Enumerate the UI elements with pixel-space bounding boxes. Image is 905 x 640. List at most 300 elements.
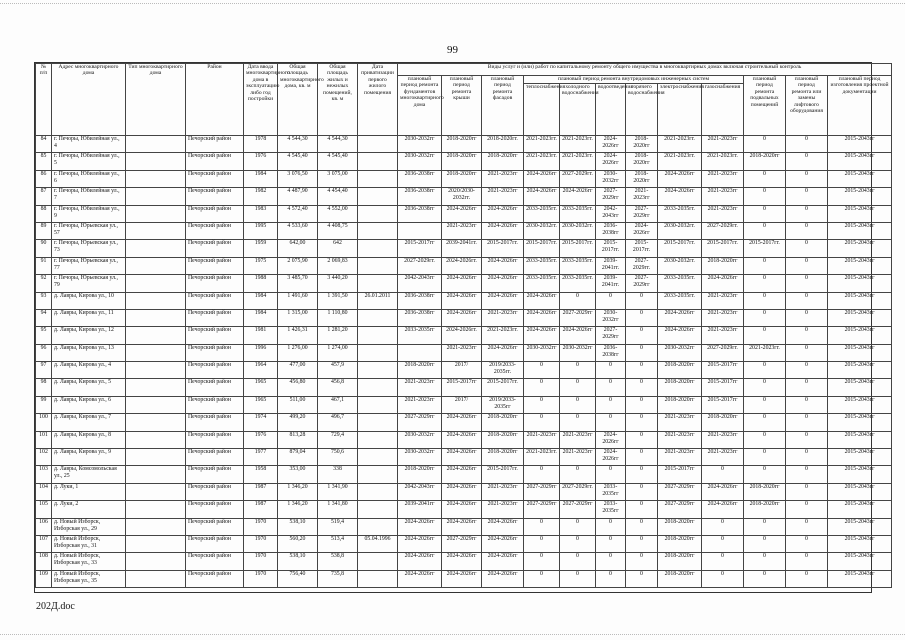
total-area-cell: 511,00 xyxy=(278,396,318,413)
elevator-period-cell: 0 xyxy=(786,344,828,361)
facade-period-cell: 2024-2026гг xyxy=(482,222,524,239)
elevator-period-cell: 0 xyxy=(786,501,828,518)
sewer-period-cell: 0 xyxy=(596,292,626,309)
heating-period-cell: 2021-2023гг. xyxy=(524,153,560,170)
table-row xyxy=(36,570,892,587)
address-cell: г. Печоры, Юбилейная ул., 6 xyxy=(52,170,126,187)
scan-noise-bottom xyxy=(0,634,905,636)
house-type-cell xyxy=(126,205,186,222)
foundation-period-cell: 2030-2032гг xyxy=(398,431,442,448)
facade-period-cell: 2024-2026гг xyxy=(482,275,524,292)
design-docs-period-cell: 2015-2043гг xyxy=(828,275,892,292)
gas-period-cell: 2024-2026гг xyxy=(702,275,744,292)
sewer-period-cell: 0 xyxy=(596,414,626,431)
privatization-date-cell xyxy=(358,501,398,518)
table-row xyxy=(36,170,892,187)
design-docs-period-cell: 2015-2043гг xyxy=(828,222,892,239)
cold-water-period-cell: 0 xyxy=(560,414,596,431)
table-row xyxy=(36,396,892,413)
hot-water-period-cell: 0 xyxy=(626,553,658,570)
foundation-period-cell: 2036-2038гг xyxy=(398,205,442,222)
privatization-date-cell xyxy=(358,188,398,205)
table-row xyxy=(36,518,892,535)
roof-period-cell: 2024-2026гг xyxy=(442,553,482,570)
gas-period-cell: 2015-2017гг xyxy=(702,396,744,413)
district-cell: Печорский район xyxy=(186,240,244,257)
address-cell: д. Лавры, Кирова ул., 10 xyxy=(52,292,126,309)
facade-period-cell: 2021-2023гг xyxy=(482,309,524,326)
elevator-period-cell: 0 xyxy=(786,292,828,309)
heating-period-cell: 2033-2035гг. xyxy=(524,205,560,222)
col-district: Район xyxy=(186,64,244,136)
foundation-period-cell: 2030-2032гг xyxy=(398,153,442,170)
table-row xyxy=(36,501,892,518)
living-area-cell: 1 391,50 xyxy=(318,292,358,309)
table-row xyxy=(36,449,892,466)
row-number: 86 xyxy=(36,170,52,187)
design-docs-period-cell: 2015-2043гг xyxy=(828,414,892,431)
house-type-cell xyxy=(126,396,186,413)
row-number: 91 xyxy=(36,257,52,274)
heating-period-cell: 2024-2026гг xyxy=(524,170,560,187)
sewer-period-cell: 2030-2032гг xyxy=(596,309,626,326)
row-number: 100 xyxy=(36,414,52,431)
gas-period-cell: 2021-2023гг xyxy=(702,431,744,448)
row-number: 105 xyxy=(36,501,52,518)
heating-period-cell: 0 xyxy=(524,570,560,587)
col-group-systems: плановый период ремонта внутридомовых инженерных систем xyxy=(524,76,744,84)
living-area-cell: 642 xyxy=(318,240,358,257)
electric-period-cell: 2021-2023гг. xyxy=(658,153,702,170)
sewer-period-cell: 2039-2041гг. xyxy=(596,275,626,292)
row-number: 108 xyxy=(36,553,52,570)
sewer-period-cell: 2033-2035гг xyxy=(596,501,626,518)
sewer-period-cell: 2024-2026гг xyxy=(596,136,626,153)
facade-period-cell: 2021-2023гг xyxy=(482,170,524,187)
foundation-period-cell: 2030-2032гг xyxy=(398,136,442,153)
year-built-cell: 1983 xyxy=(244,205,278,222)
house-type-cell xyxy=(126,362,186,379)
design-docs-period-cell: 2015-2043гг xyxy=(828,188,892,205)
privatization-date-cell xyxy=(358,553,398,570)
col-facade: плановый период ремонта фасадов xyxy=(482,76,524,136)
sewer-period-cell: 2024-2026гг xyxy=(596,153,626,170)
roof-period-cell: 2024-2026гг. xyxy=(442,327,482,344)
electric-period-cell: 2027-2029гг xyxy=(658,501,702,518)
table-row xyxy=(36,205,892,222)
table-row xyxy=(36,222,892,239)
privatization-date-cell xyxy=(358,362,398,379)
basement-period-cell: 0 xyxy=(744,188,786,205)
district-cell: Печорский район xyxy=(186,188,244,205)
elevator-period-cell: 0 xyxy=(786,518,828,535)
year-built-cell: 1959 xyxy=(244,240,278,257)
design-docs-period-cell: 2015-2043гг xyxy=(828,309,892,326)
electric-period-cell: 2024-2026гг xyxy=(658,327,702,344)
hot-water-period-cell: 2021-2023гг xyxy=(626,188,658,205)
foundation-period-cell: 2027-2029гг xyxy=(398,414,442,431)
year-built-cell: 1988 xyxy=(244,275,278,292)
house-type-cell xyxy=(126,136,186,153)
table-row xyxy=(36,344,892,361)
house-type-cell xyxy=(126,188,186,205)
cold-water-period-cell: 2027-2029гг xyxy=(560,309,596,326)
cold-water-period-cell: 2033-2035гг. xyxy=(560,205,596,222)
facade-period-cell: 2021-2023гг. xyxy=(482,327,524,344)
address-cell: г. Печоры, Юрьевская ул., 77 xyxy=(52,257,126,274)
facade-period-cell: 2015-2017гг. xyxy=(482,379,524,396)
total-area-cell: 756,40 xyxy=(278,570,318,587)
cold-water-period-cell: 2027-2029гг. xyxy=(560,483,596,500)
cold-water-period-cell: 2030-2032гг xyxy=(560,344,596,361)
total-area-cell: 4 533,60 xyxy=(278,222,318,239)
heating-period-cell: 2021-2023гг. xyxy=(524,136,560,153)
facade-period-cell: 2024-2026гг xyxy=(482,553,524,570)
gas-period-cell: 2018-2020гг xyxy=(702,414,744,431)
year-built-cell: 1978 xyxy=(244,136,278,153)
year-built-cell: 1984 xyxy=(244,170,278,187)
cold-water-period-cell: 0 xyxy=(560,535,596,552)
table-row xyxy=(36,483,892,500)
basement-period-cell: 0 xyxy=(744,379,786,396)
row-number: 88 xyxy=(36,205,52,222)
elevator-period-cell: 0 xyxy=(786,136,828,153)
total-area-cell: 642,00 xyxy=(278,240,318,257)
table-row xyxy=(36,362,892,379)
facade-period-cell: 2018-2020гг xyxy=(482,449,524,466)
elevator-period-cell: 0 xyxy=(786,362,828,379)
house-type-cell xyxy=(126,501,186,518)
gas-period-cell: 2024-2026гг xyxy=(702,501,744,518)
basement-period-cell: 2018-2020гг xyxy=(744,153,786,170)
address-cell: д. Новый Изборск, Изборская ул., 35 xyxy=(52,570,126,587)
basement-period-cell: 0 xyxy=(744,362,786,379)
roof-period-cell: 2024-2026гг xyxy=(442,483,482,500)
privatization-date-cell xyxy=(358,379,398,396)
sewer-period-cell: 2027-2029гг xyxy=(596,327,626,344)
elevator-period-cell: 0 xyxy=(786,396,828,413)
col-hot-water: горячего водоснабжения xyxy=(626,84,658,136)
heating-period-cell: 2024-2026гг xyxy=(524,327,560,344)
privatization-date-cell xyxy=(358,205,398,222)
living-area-cell: 735,8 xyxy=(318,570,358,587)
gas-period-cell: 2021-2023гг xyxy=(702,205,744,222)
hot-water-period-cell: 2024-2026гг xyxy=(626,222,658,239)
electric-period-cell: 2030-2032гг. xyxy=(658,222,702,239)
privatization-date-cell xyxy=(358,170,398,187)
house-type-cell xyxy=(126,379,186,396)
electric-period-cell: 2030-2032гг xyxy=(658,344,702,361)
address-cell: г. Печоры, Юрьевская ул., 79 xyxy=(52,275,126,292)
foundation-period-cell: 2036-2038гг xyxy=(398,309,442,326)
basement-period-cell: 0 xyxy=(744,414,786,431)
privatization-date-cell xyxy=(358,153,398,170)
electric-period-cell: 2027-2029гг xyxy=(658,483,702,500)
heating-period-cell: 2015-2017гг. xyxy=(524,240,560,257)
address-cell: д. Луки, 1 xyxy=(52,483,126,500)
privatization-date-cell xyxy=(358,240,398,257)
address-cell: д. Лавры, Кирова ул., 6 xyxy=(52,396,126,413)
privatization-date-cell: 26.01.2011 xyxy=(358,292,398,309)
cold-water-period-cell: 0 xyxy=(560,518,596,535)
total-area-cell: 3 076,50 xyxy=(278,170,318,187)
sewer-period-cell: 2033-2035гг xyxy=(596,483,626,500)
elevator-period-cell: 0 xyxy=(786,535,828,552)
design-docs-period-cell: 2015-2043гг xyxy=(828,501,892,518)
district-cell: Печорский район xyxy=(186,170,244,187)
district-cell: Печорский район xyxy=(186,344,244,361)
gas-period-cell: 2021-2023гг xyxy=(702,170,744,187)
house-type-cell xyxy=(126,170,186,187)
electric-period-cell: 2018-2020гг xyxy=(658,553,702,570)
total-area-cell: 879,04 xyxy=(278,449,318,466)
roof-period-cell: 2024-2026гг xyxy=(442,431,482,448)
col-heating: теплоснабжения xyxy=(524,84,560,136)
district-cell: Печорский район xyxy=(186,501,244,518)
roof-period-cell: 2020/2030-2032гг. xyxy=(442,188,482,205)
row-number: 84 xyxy=(36,136,52,153)
foundation-period-cell: 2021-2023гг xyxy=(398,379,442,396)
table-row xyxy=(36,136,892,153)
district-cell: Печорский район xyxy=(186,483,244,500)
heating-period-cell: 2027-2029гг xyxy=(524,501,560,518)
scan-noise-top xyxy=(0,3,905,5)
address-cell: д. Лавры, Комсомольская ул., 25 xyxy=(52,466,126,483)
heating-period-cell: 2030-2032гг xyxy=(524,344,560,361)
basement-period-cell: 0 xyxy=(744,518,786,535)
house-type-cell xyxy=(126,518,186,535)
house-type-cell xyxy=(126,466,186,483)
elevator-period-cell: 0 xyxy=(786,431,828,448)
sewer-period-cell: 0 xyxy=(596,466,626,483)
table-row xyxy=(36,414,892,431)
cold-water-period-cell: 0 xyxy=(560,396,596,413)
house-type-cell xyxy=(126,327,186,344)
year-built-cell: 1977 xyxy=(244,449,278,466)
foundation-period-cell: 2015-2017гг xyxy=(398,240,442,257)
total-area-cell: 560,20 xyxy=(278,535,318,552)
year-built-cell: 1996 xyxy=(244,344,278,361)
roof-period-cell: 2039-2041гг. xyxy=(442,240,482,257)
col-privatization-date: Дата приватизации первого жилого помещения xyxy=(358,64,398,136)
district-cell: Печорский район xyxy=(186,309,244,326)
gas-period-cell: 0 xyxy=(702,553,744,570)
house-type-cell xyxy=(126,275,186,292)
house-type-cell xyxy=(126,431,186,448)
design-docs-period-cell: 2015-2043гг xyxy=(828,362,892,379)
elevator-period-cell: 0 xyxy=(786,222,828,239)
address-cell: д. Лавры, Кирова ул., 7 xyxy=(52,414,126,431)
address-cell: д. Лавры, Кирова ул., 13 xyxy=(52,344,126,361)
house-type-cell xyxy=(126,344,186,361)
living-area-cell: 1 274,00 xyxy=(318,344,358,361)
house-type-cell xyxy=(126,240,186,257)
privatization-date-cell: 05.04.1996 xyxy=(358,535,398,552)
sewer-period-cell: 2024-2026гг xyxy=(596,449,626,466)
sewer-period-cell: 0 xyxy=(596,553,626,570)
gas-period-cell: 2021-2023гг xyxy=(702,449,744,466)
total-area-cell: 4 487,90 xyxy=(278,188,318,205)
electric-period-cell: 2018-2020гг xyxy=(658,362,702,379)
house-type-cell xyxy=(126,553,186,570)
col-sewer: водоотведения xyxy=(596,84,626,136)
facade-period-cell: 2021-2023гг xyxy=(482,188,524,205)
privatization-date-cell xyxy=(358,275,398,292)
address-cell: д. Новый Изборск, Изборская ул., 31 xyxy=(52,535,126,552)
gas-period-cell: 2021-2023гг xyxy=(702,327,744,344)
district-cell: Печорский район xyxy=(186,535,244,552)
total-area-cell: 1 346,20 xyxy=(278,483,318,500)
heating-period-cell: 0 xyxy=(524,414,560,431)
roof-period-cell: 2021-2023гг xyxy=(442,344,482,361)
electric-period-cell: 2033-2035гг. xyxy=(658,292,702,309)
gas-period-cell: 0 xyxy=(702,535,744,552)
living-area-cell: 496,7 xyxy=(318,414,358,431)
living-area-cell: 1 110,80 xyxy=(318,309,358,326)
cold-water-period-cell: 0 xyxy=(560,292,596,309)
facade-period-cell: 2024-2026гг xyxy=(482,257,524,274)
hot-water-period-cell: 0 xyxy=(626,483,658,500)
row-number: 87 xyxy=(36,188,52,205)
row-number: 98 xyxy=(36,379,52,396)
district-cell: Печорский район xyxy=(186,414,244,431)
cold-water-period-cell: 2021-2023гг. xyxy=(560,136,596,153)
living-area-cell: 2 069,83 xyxy=(318,257,358,274)
foundation-period-cell: 2024-2026гг xyxy=(398,535,442,552)
total-area-cell: 456,80 xyxy=(278,379,318,396)
elevator-period-cell: 0 xyxy=(786,170,828,187)
sewer-period-cell: 0 xyxy=(596,518,626,535)
design-docs-period-cell: 2015-2043гг xyxy=(828,449,892,466)
living-area-cell: 4 552,00 xyxy=(318,205,358,222)
basement-period-cell: 0 xyxy=(744,535,786,552)
basement-period-cell: 0 xyxy=(744,570,786,587)
cold-water-period-cell: 2024-2026гг xyxy=(560,188,596,205)
design-docs-period-cell: 2015-2043гг xyxy=(828,483,892,500)
address-cell: г. Печоры, Юбилейная ул., 9 xyxy=(52,205,126,222)
electric-period-cell: 2015-2017гг xyxy=(658,466,702,483)
design-docs-period-cell: 2015-2043гг xyxy=(828,535,892,552)
electric-period-cell: 2018-2020гг xyxy=(658,570,702,587)
row-number: 99 xyxy=(36,396,52,413)
living-area-cell: 467,1 xyxy=(318,396,358,413)
year-built-cell: 1995 xyxy=(244,222,278,239)
page-number: 99 xyxy=(447,44,458,56)
row-number: 103 xyxy=(36,466,52,483)
facade-period-cell: 2024-2026гг xyxy=(482,205,524,222)
heating-period-cell: 0 xyxy=(524,535,560,552)
sewer-period-cell: 2030-2032гг xyxy=(596,170,626,187)
year-built-cell: 1964 xyxy=(244,362,278,379)
cold-water-period-cell: 0 xyxy=(560,553,596,570)
col-gas: газоснабжения xyxy=(702,84,744,136)
hot-water-period-cell: 2027-2029гг. xyxy=(626,257,658,274)
living-area-cell: 3 440,20 xyxy=(318,275,358,292)
district-cell: Печорский район xyxy=(186,396,244,413)
cold-water-period-cell: 0 xyxy=(560,362,596,379)
table-row xyxy=(36,466,892,483)
living-area-cell: 4 545,40 xyxy=(318,153,358,170)
hot-water-period-cell: 0 xyxy=(626,414,658,431)
year-built-cell: 1974 xyxy=(244,414,278,431)
foundation-period-cell: 2036-2038гг xyxy=(398,292,442,309)
sewer-period-cell: 2042-2043гг xyxy=(596,205,626,222)
sewer-period-cell: 0 xyxy=(596,379,626,396)
facade-period-cell: 2024-2026гг xyxy=(482,535,524,552)
house-type-cell xyxy=(126,257,186,274)
row-number: 89 xyxy=(36,222,52,239)
year-built-cell: 1984 xyxy=(244,309,278,326)
col-electric: электроснабжения xyxy=(658,84,702,136)
year-built-cell: 1970 xyxy=(244,535,278,552)
facade-period-cell: 2021-2023гг xyxy=(482,501,524,518)
living-area-cell: 457,9 xyxy=(318,362,358,379)
roof-period-cell: 2024-2026гг xyxy=(442,501,482,518)
electric-period-cell: 2033-2035гг. xyxy=(658,275,702,292)
design-docs-period-cell: 2015-2043гг xyxy=(828,379,892,396)
design-docs-period-cell: 2015-2043гг xyxy=(828,292,892,309)
electric-period-cell: 2021-2023гг xyxy=(658,414,702,431)
col-design-docs: плановый период изготовления проектной документации xyxy=(828,76,892,136)
basement-period-cell: 0 xyxy=(744,275,786,292)
hot-water-period-cell: 0 xyxy=(626,466,658,483)
elevator-period-cell: 0 xyxy=(786,449,828,466)
total-area-cell: 353,00 xyxy=(278,466,318,483)
heating-period-cell: 0 xyxy=(524,466,560,483)
elevator-period-cell: 0 xyxy=(786,414,828,431)
living-area-cell: 1 341,90 xyxy=(318,483,358,500)
design-docs-period-cell: 2015-2043гг xyxy=(828,466,892,483)
table-row xyxy=(36,553,892,570)
cold-water-period-cell: 2030-2032гг. xyxy=(560,222,596,239)
basement-period-cell: 0 xyxy=(744,431,786,448)
year-built-cell: 1976 xyxy=(244,153,278,170)
row-number: 85 xyxy=(36,153,52,170)
heating-period-cell: 2021-2023гг xyxy=(524,431,560,448)
row-number: 96 xyxy=(36,344,52,361)
district-cell: Печорский район xyxy=(186,327,244,344)
electric-period-cell: 2021-2023гг xyxy=(658,449,702,466)
roof-period-cell: 2024-2026гг xyxy=(442,205,482,222)
living-area-cell: 338 xyxy=(318,466,358,483)
district-cell: Печорский район xyxy=(186,379,244,396)
living-area-cell: 729,4 xyxy=(318,431,358,448)
heating-period-cell: 0 xyxy=(524,396,560,413)
design-docs-period-cell: 2015-2043гг xyxy=(828,553,892,570)
address-cell: д. Лавры, Кирова ул., 4 xyxy=(52,362,126,379)
hot-water-period-cell: 0 xyxy=(626,327,658,344)
roof-period-cell: 2017/ xyxy=(442,362,482,379)
privatization-date-cell xyxy=(358,344,398,361)
privatization-date-cell xyxy=(358,449,398,466)
year-built-cell: 1981 xyxy=(244,327,278,344)
privatization-date-cell xyxy=(358,309,398,326)
design-docs-period-cell: 2015-2043гг xyxy=(828,431,892,448)
privatization-date-cell xyxy=(358,222,398,239)
electric-period-cell: 2018-2020гг xyxy=(658,396,702,413)
document-filename: 202Д.doc xyxy=(36,601,75,612)
design-docs-period-cell: 2015-2043гг xyxy=(828,327,892,344)
privatization-date-cell xyxy=(358,483,398,500)
district-cell: Печорский район xyxy=(186,153,244,170)
basement-period-cell: 2018-2020гг xyxy=(744,483,786,500)
facade-period-cell: 2018-2020гг xyxy=(482,153,524,170)
roof-period-cell: 2018-2020гг xyxy=(442,170,482,187)
table-row xyxy=(36,153,892,170)
basement-period-cell: 0 xyxy=(744,553,786,570)
hot-water-period-cell: 0 xyxy=(626,570,658,587)
electric-period-cell: 2024-2026гг xyxy=(658,309,702,326)
